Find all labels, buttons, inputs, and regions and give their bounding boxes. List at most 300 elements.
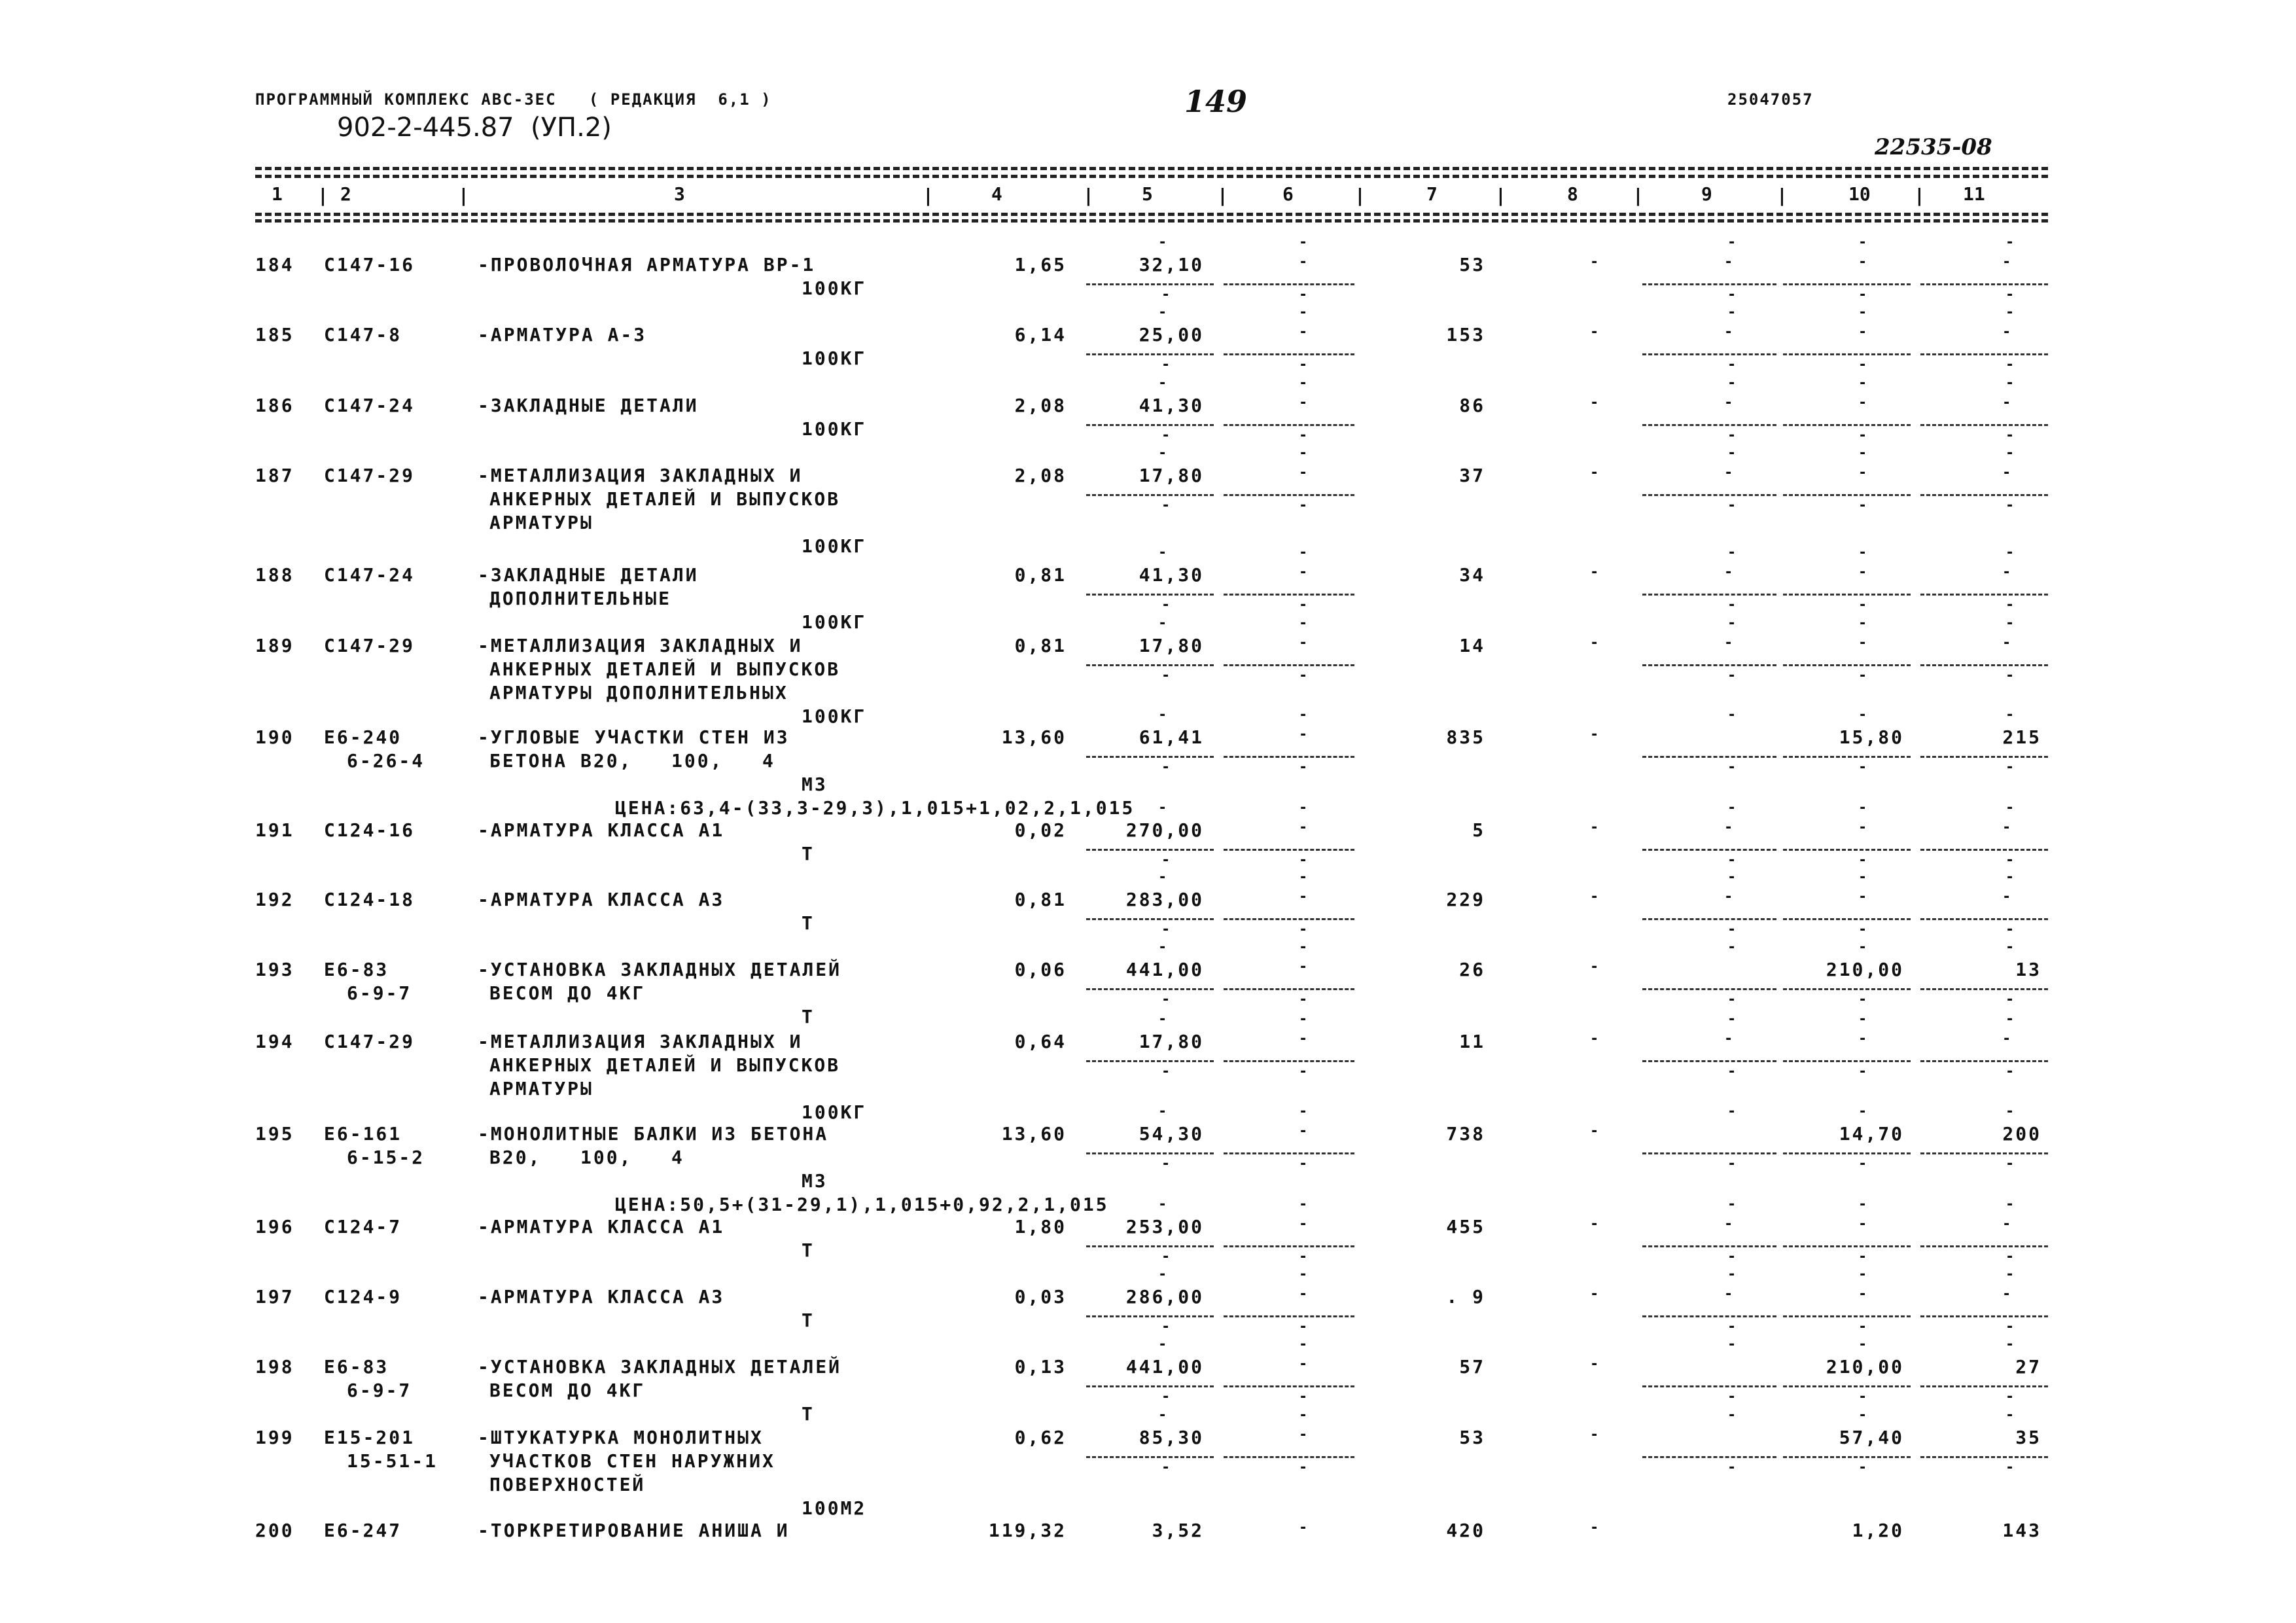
dash-mark: -: [1158, 800, 1167, 816]
dash-mark: -: [2005, 1249, 2015, 1265]
dash-mark: -: [1858, 234, 1867, 251]
subtotal-rule: [1642, 1245, 1776, 1247]
subtotal-rule: [1783, 664, 1911, 666]
dash-mark: -: [2005, 800, 2015, 816]
row-number: 191: [255, 819, 294, 841]
dash-mark: -: [1858, 324, 1867, 340]
dash-mark: -: [2005, 869, 2015, 885]
quantity: 6,14: [1014, 324, 1067, 346]
subtotal-rule: [1783, 424, 1911, 426]
subtotal-rule: [1086, 1152, 1214, 1154]
quantity: 0,06: [1014, 959, 1067, 980]
total-cost: 11: [1459, 1031, 1485, 1052]
dash-mark: -: [1727, 544, 1737, 561]
dash-mark: -: [1727, 357, 1737, 373]
dash-mark: -: [1858, 939, 1867, 955]
subtotal-rule: [1783, 988, 1911, 990]
dash-mark: -: [1158, 544, 1167, 561]
item-description: УЧАСТКОВ СТЕН НАРУЖНИХ: [489, 1450, 775, 1472]
document-code: 902-2-445.87 (УП.2): [337, 113, 612, 143]
unit-of-measure: М3: [802, 774, 828, 795]
unit-of-measure: 100КГ: [802, 611, 867, 633]
unit-price: 17,80: [1139, 465, 1204, 486]
dash-mark: -: [2002, 1031, 2011, 1047]
subtotal-rule: [1086, 594, 1214, 596]
dash-mark: -: [1299, 707, 1308, 723]
item-description: -ШТУКАТУРКА МОНОЛИТНЫХ: [478, 1427, 764, 1448]
subtotal-rule: [1642, 918, 1776, 920]
dash-mark: -: [1858, 1031, 1867, 1047]
dash-mark: -: [1727, 869, 1737, 885]
subtotal-rule: [1920, 1385, 2048, 1387]
dash-mark: -: [1158, 1196, 1167, 1213]
dash-mark: -: [1590, 889, 1599, 905]
subtotal-rule: [1783, 494, 1911, 496]
dash-mark: -: [2005, 357, 2015, 373]
dash-mark: -: [2005, 759, 2015, 776]
rate-code: С147-24: [324, 395, 415, 416]
rate-code: Е6-247: [324, 1520, 402, 1541]
dash-mark: -: [1299, 1266, 1308, 1283]
dash-mark: -: [1299, 497, 1308, 514]
dash-mark: -: [1858, 819, 1867, 836]
subtotal-rule: [1086, 283, 1214, 285]
dash-mark: -: [1727, 668, 1737, 684]
rate-code: Е6-83: [324, 1356, 389, 1378]
subtotal-rule: [1224, 353, 1354, 355]
item-description: -АРМАТУРА А-3: [478, 324, 647, 346]
column-header-4: 4: [991, 183, 1002, 205]
quantity: 0,13: [1014, 1356, 1067, 1378]
subtotal-rule: [1224, 424, 1354, 426]
dash-mark: -: [1727, 707, 1737, 723]
dash-mark: -: [1161, 357, 1171, 373]
dash-mark: -: [1858, 357, 1867, 373]
dash-mark: -: [2002, 254, 2011, 270]
quantity: 1,80: [1014, 1216, 1067, 1238]
document-id: 25047057: [1727, 90, 1814, 109]
table-header-rule-2: [255, 213, 2048, 216]
dash-mark: -: [1161, 1459, 1171, 1476]
item-description: -ЗАКЛАДНЫЕ ДЕТАЛИ: [478, 395, 699, 416]
dash-mark: -: [1858, 921, 1867, 938]
dash-mark: -: [1858, 800, 1867, 816]
dash-mark: -: [2005, 852, 2015, 868]
dash-mark: -: [1158, 234, 1167, 251]
subtotal-rule: [1224, 918, 1354, 920]
subtotal-rule: [1224, 1152, 1354, 1154]
dash-mark: -: [1590, 1356, 1599, 1372]
unit-price: 283,00: [1125, 889, 1204, 910]
subtotal-rule: [1642, 353, 1776, 355]
dash-mark: -: [1158, 1336, 1167, 1353]
row-number: 187: [255, 465, 294, 486]
subtotal-rule: [1086, 494, 1214, 496]
dash-mark: -: [1299, 1336, 1308, 1353]
dash-mark: -: [1727, 921, 1737, 938]
dash-mark: -: [2002, 324, 2011, 340]
rate-code-secondary: 6-15-2: [347, 1147, 425, 1168]
dash-mark: -: [1727, 1407, 1737, 1423]
dash-mark: -: [2005, 427, 2015, 444]
quantity: 0,81: [1014, 889, 1067, 910]
dash-mark: -: [1299, 395, 1308, 411]
dash-mark: -: [2005, 939, 2015, 955]
rate-code: С147-29: [324, 1031, 415, 1052]
subtotal-rule: [1642, 849, 1776, 851]
item-description: -АРМАТУРА КЛАССА А3: [478, 889, 725, 910]
unit-of-measure: 100КГ: [802, 705, 867, 727]
dash-mark: -: [1858, 1459, 1867, 1476]
rate-code: Е15-201: [324, 1427, 415, 1448]
total-cost: 5: [1472, 819, 1485, 841]
item-description: АРМАТУРЫ: [489, 1078, 593, 1099]
row-number: 192: [255, 889, 294, 910]
column-header-9: 9: [1701, 183, 1712, 205]
item-description: -МЕТАЛЛИЗАЦИЯ ЗАКЛАДНЫХ И: [478, 1031, 803, 1052]
dash-mark: -: [1590, 1031, 1599, 1047]
wage-rate: 15,80: [1839, 726, 1904, 748]
wage-total: 215: [2002, 726, 2041, 748]
dash-mark: -: [1158, 1266, 1167, 1283]
dash-mark: -: [1299, 991, 1308, 1008]
unit-price: 85,30: [1139, 1427, 1204, 1448]
dash-mark: -: [1724, 1031, 1733, 1047]
dash-mark: -: [1727, 287, 1737, 303]
dash-mark: -: [1858, 497, 1867, 514]
subtotal-rule: [1224, 849, 1354, 851]
subtotal-rule: [1224, 1245, 1354, 1247]
column-separator: |: [1083, 185, 1094, 206]
subtotal-rule: [1642, 494, 1776, 496]
dash-mark: -: [1590, 564, 1599, 580]
unit-of-measure: Т: [802, 1006, 815, 1027]
dash-mark: -: [1161, 1319, 1171, 1335]
wage-rate: 14,70: [1839, 1123, 1904, 1145]
dash-mark: -: [1727, 1266, 1737, 1283]
dash-mark: -: [1727, 1389, 1737, 1405]
item-description: АНКЕРНЫХ ДЕТАЛЕЙ И ВЫПУСКОВ: [489, 1054, 841, 1076]
row-number: 189: [255, 635, 294, 656]
subtotal-rule: [1642, 988, 1776, 990]
dash-mark: -: [1299, 869, 1308, 885]
subtotal-rule: [1920, 1456, 2048, 1458]
dash-mark: -: [2005, 1266, 2015, 1283]
dash-mark: -: [1858, 1196, 1867, 1213]
quantity: 0,81: [1014, 564, 1067, 586]
dash-mark: -: [1161, 1063, 1171, 1080]
dash-mark: -: [1299, 852, 1308, 868]
price-note: ЦЕНА:50,5+(31-29,1),1,015+0,92,2,1,015: [615, 1194, 1109, 1215]
total-cost: . 9: [1446, 1286, 1485, 1308]
item-description: -МЕТАЛЛИЗАЦИЯ ЗАКЛАДНЫХ И: [478, 635, 803, 656]
wage-rate: 210,00: [1826, 959, 1904, 980]
subtotal-rule: [1224, 594, 1354, 596]
subtotal-rule: [1920, 988, 2048, 990]
item-description: АНКЕРНЫХ ДЕТАЛЕЙ И ВЫПУСКОВ: [489, 488, 841, 510]
item-description: -АРМАТУРА КЛАССА А1: [478, 819, 725, 841]
dash-mark: -: [1299, 889, 1308, 905]
dash-mark: -: [2002, 564, 2011, 580]
dash-mark: -: [1727, 234, 1737, 251]
unit-of-measure: 100М2: [802, 1497, 867, 1519]
rate-code: Е6-161: [324, 1123, 402, 1145]
dash-mark: -: [1724, 324, 1733, 340]
column-header-7: 7: [1426, 183, 1438, 205]
dash-mark: -: [1727, 1196, 1737, 1213]
rate-code-secondary: 6-9-7: [347, 1380, 412, 1401]
subtotal-rule: [1086, 1245, 1214, 1247]
dash-mark: -: [1727, 1156, 1737, 1172]
dash-mark: -: [1858, 1389, 1867, 1405]
row-number: 184: [255, 254, 294, 276]
item-description: -МЕТАЛЛИЗАЦИЯ ЗАКЛАДНЫХ И: [478, 465, 803, 486]
total-cost: 455: [1446, 1216, 1485, 1238]
wage-rate: 57,40: [1839, 1427, 1904, 1448]
subtotal-rule: [1086, 849, 1214, 851]
dash-mark: -: [1724, 819, 1733, 836]
price-note: ЦЕНА:63,4-(33,3-29,3),1,015+1,02,2,1,015: [615, 797, 1135, 819]
dash-mark: -: [1858, 1156, 1867, 1172]
program-title: ПРОГРАММНЫЙ КОМПЛЕКС АВС-ЗЕС ( РЕДАКЦИЯ 6,1 ): [255, 90, 772, 109]
subtotal-rule: [1224, 283, 1354, 285]
dash-mark: -: [2005, 1196, 2015, 1213]
dash-mark: -: [1161, 427, 1171, 444]
total-cost: 835: [1446, 726, 1485, 748]
dash-mark: -: [1727, 427, 1737, 444]
unit-of-measure: 100КГ: [802, 277, 867, 299]
dash-mark: -: [2002, 1216, 2011, 1232]
row-number: 190: [255, 726, 294, 748]
dash-mark: -: [1858, 254, 1867, 270]
dash-mark: -: [1161, 991, 1171, 1008]
total-cost: 86: [1459, 395, 1485, 416]
subtotal-rule: [1920, 1245, 2048, 1247]
item-description: АНКЕРНЫХ ДЕТАЛЕЙ И ВЫПУСКОВ: [489, 658, 841, 680]
dash-mark: -: [2005, 707, 2015, 723]
dash-mark: -: [2002, 395, 2011, 411]
dash-mark: -: [1858, 544, 1867, 561]
item-description: -АРМАТУРА КЛАССА А3: [478, 1286, 725, 1308]
dash-mark: -: [1727, 597, 1737, 613]
dash-mark: -: [1299, 324, 1308, 340]
rate-code: С124-7: [324, 1216, 402, 1238]
dash-mark: -: [2005, 991, 2015, 1008]
quantity: 0,62: [1014, 1427, 1067, 1448]
dash-mark: -: [1724, 564, 1733, 580]
wage-total: 35: [2015, 1427, 2041, 1448]
column-header-2: 2: [340, 183, 351, 205]
dash-mark: -: [2005, 597, 2015, 613]
dash-mark: -: [1727, 759, 1737, 776]
dash-mark: -: [1858, 1103, 1867, 1120]
column-separator: |: [923, 185, 934, 206]
dash-mark: -: [1590, 819, 1599, 836]
subtotal-rule: [1783, 353, 1911, 355]
dash-mark: -: [1299, 287, 1308, 303]
dash-mark: -: [1727, 1063, 1737, 1080]
row-number: 188: [255, 564, 294, 586]
column-separator: |: [1914, 185, 1925, 206]
unit-price: 441,00: [1125, 1356, 1204, 1378]
dash-mark: -: [1858, 707, 1867, 723]
total-cost: 57: [1459, 1356, 1485, 1378]
dash-mark: -: [1727, 1319, 1737, 1335]
dash-mark: -: [1858, 564, 1867, 580]
dash-mark: -: [1158, 1407, 1167, 1423]
dash-mark: -: [1727, 445, 1737, 461]
item-description: ВЕСОМ ДО 4КГ: [489, 982, 646, 1004]
dash-mark: -: [1158, 304, 1167, 321]
dash-mark: -: [2005, 1156, 2015, 1172]
column-header-11: 11: [1963, 183, 1985, 205]
dash-mark: -: [1299, 1216, 1308, 1232]
column-separator: |: [1633, 185, 1644, 206]
dash-mark: -: [1858, 852, 1867, 868]
quantity: 0,03: [1014, 1286, 1067, 1308]
dash-mark: -: [1299, 564, 1308, 580]
dash-mark: -: [1590, 1286, 1599, 1302]
row-number: 194: [255, 1031, 294, 1052]
item-description: АРМАТУРЫ ДОПОЛНИТЕЛЬНЫХ: [489, 682, 788, 704]
dash-mark: -: [2005, 1407, 2015, 1423]
dash-mark: -: [1724, 254, 1733, 270]
quantity: 2,08: [1014, 395, 1067, 416]
subtotal-rule: [1642, 1456, 1776, 1458]
dash-mark: -: [1724, 1286, 1733, 1302]
dash-mark: -: [1299, 1319, 1308, 1335]
item-description: ВЕСОМ ДО 4КГ: [489, 1380, 646, 1401]
dash-mark: -: [1299, 1389, 1308, 1405]
dash-mark: -: [1161, 852, 1171, 868]
dash-mark: -: [1299, 800, 1308, 816]
dash-mark: -: [2005, 304, 2015, 321]
dash-mark: -: [1724, 635, 1733, 651]
dash-mark: -: [2005, 375, 2015, 391]
subtotal-rule: [1920, 594, 2048, 596]
dash-mark: -: [1590, 635, 1599, 651]
dash-mark: -: [2002, 889, 2011, 905]
item-description: -УСТАНОВКА ЗАКЛАДНЫХ ДЕТАЛЕЙ: [478, 1356, 842, 1378]
subtotal-rule: [1224, 1385, 1354, 1387]
total-cost: 153: [1446, 324, 1485, 346]
dash-mark: -: [2005, 668, 2015, 684]
dash-mark: -: [1727, 800, 1737, 816]
item-description: -УСТАНОВКА ЗАКЛАДНЫХ ДЕТАЛЕЙ: [478, 959, 842, 980]
row-number: 197: [255, 1286, 294, 1308]
rate-code-secondary: 6-26-4: [347, 750, 425, 772]
total-cost: 14: [1459, 635, 1485, 656]
subtotal-rule: [1642, 664, 1776, 666]
subtotal-rule: [1783, 283, 1911, 285]
dash-mark: -: [1299, 921, 1308, 938]
item-description: АРМАТУРЫ: [489, 512, 593, 533]
dash-mark: -: [1161, 1156, 1171, 1172]
dash-mark: -: [1727, 1011, 1737, 1027]
subtotal-rule: [1086, 1060, 1214, 1062]
unit-price: 441,00: [1125, 959, 1204, 980]
dash-mark: -: [1858, 1407, 1867, 1423]
unit-price: 41,30: [1139, 564, 1204, 586]
item-description: -УГЛОВЫЕ УЧАСТКИ СТЕН ИЗ: [478, 726, 790, 748]
dash-mark: -: [1299, 1286, 1308, 1302]
dash-mark: -: [1727, 991, 1737, 1008]
dash-mark: -: [1858, 1286, 1867, 1302]
column-header-10: 10: [1848, 183, 1871, 205]
dash-mark: -: [1858, 869, 1867, 885]
dash-mark: -: [1158, 615, 1167, 632]
dash-mark: -: [1858, 615, 1867, 632]
dash-mark: -: [1858, 597, 1867, 613]
unit-price: 32,10: [1139, 254, 1204, 276]
subtotal-rule: [1920, 756, 2048, 758]
dash-mark: -: [1724, 395, 1733, 411]
row-number: 199: [255, 1427, 294, 1448]
rate-code: Е6-240: [324, 726, 402, 748]
dash-mark: -: [1858, 635, 1867, 651]
dash-mark: -: [1590, 254, 1599, 270]
unit-of-measure: Т: [802, 1240, 815, 1261]
dash-mark: -: [1858, 427, 1867, 444]
dash-mark: -: [1858, 759, 1867, 776]
dash-mark: -: [1158, 375, 1167, 391]
dash-mark: -: [1299, 1427, 1308, 1443]
dash-mark: -: [1299, 1156, 1308, 1172]
dash-mark: -: [1299, 959, 1308, 975]
dash-mark: -: [1858, 1216, 1867, 1232]
dash-mark: -: [1727, 304, 1737, 321]
quantity: 13,60: [1001, 726, 1067, 748]
dash-mark: -: [1158, 707, 1167, 723]
subtotal-rule: [1086, 424, 1214, 426]
rate-code: Е6-83: [324, 959, 389, 980]
dash-mark: -: [1724, 889, 1733, 905]
column-header-5: 5: [1142, 183, 1153, 205]
dash-mark: -: [1590, 465, 1599, 481]
subtotal-rule: [1642, 424, 1776, 426]
unit-of-measure: 100КГ: [802, 535, 867, 557]
rate-code: С147-29: [324, 465, 415, 486]
quantity: 0,64: [1014, 1031, 1067, 1052]
dash-mark: -: [1727, 1336, 1737, 1353]
rate-code: С124-16: [324, 819, 415, 841]
unit-price: 25,00: [1139, 324, 1204, 346]
quantity: 13,60: [1001, 1123, 1067, 1145]
dash-mark: -: [1858, 1336, 1867, 1353]
wage-total: 200: [2002, 1123, 2041, 1145]
row-number: 185: [255, 324, 294, 346]
dash-mark: -: [1858, 1249, 1867, 1265]
unit-of-measure: 100КГ: [802, 348, 867, 369]
dash-mark: -: [2005, 1103, 2015, 1120]
dash-mark: -: [1299, 1249, 1308, 1265]
column-header-3: 3: [674, 183, 685, 205]
rate-code-secondary: 15-51-1: [347, 1450, 438, 1472]
dash-mark: -: [1299, 465, 1308, 481]
dash-mark: -: [1590, 324, 1599, 340]
item-description: -АРМАТУРА КЛАССА А1: [478, 1216, 725, 1238]
total-cost: 34: [1459, 564, 1485, 586]
subtotal-rule: [1642, 283, 1776, 285]
dash-mark: -: [1858, 1319, 1867, 1335]
subtotal-rule: [1783, 594, 1911, 596]
dash-mark: -: [1161, 597, 1171, 613]
dash-mark: -: [1858, 287, 1867, 303]
table-header-rule-3: [255, 219, 2048, 223]
subtotal-rule: [1224, 1315, 1354, 1317]
unit-price: 61,41: [1139, 726, 1204, 748]
subtotal-rule: [1642, 1315, 1776, 1317]
